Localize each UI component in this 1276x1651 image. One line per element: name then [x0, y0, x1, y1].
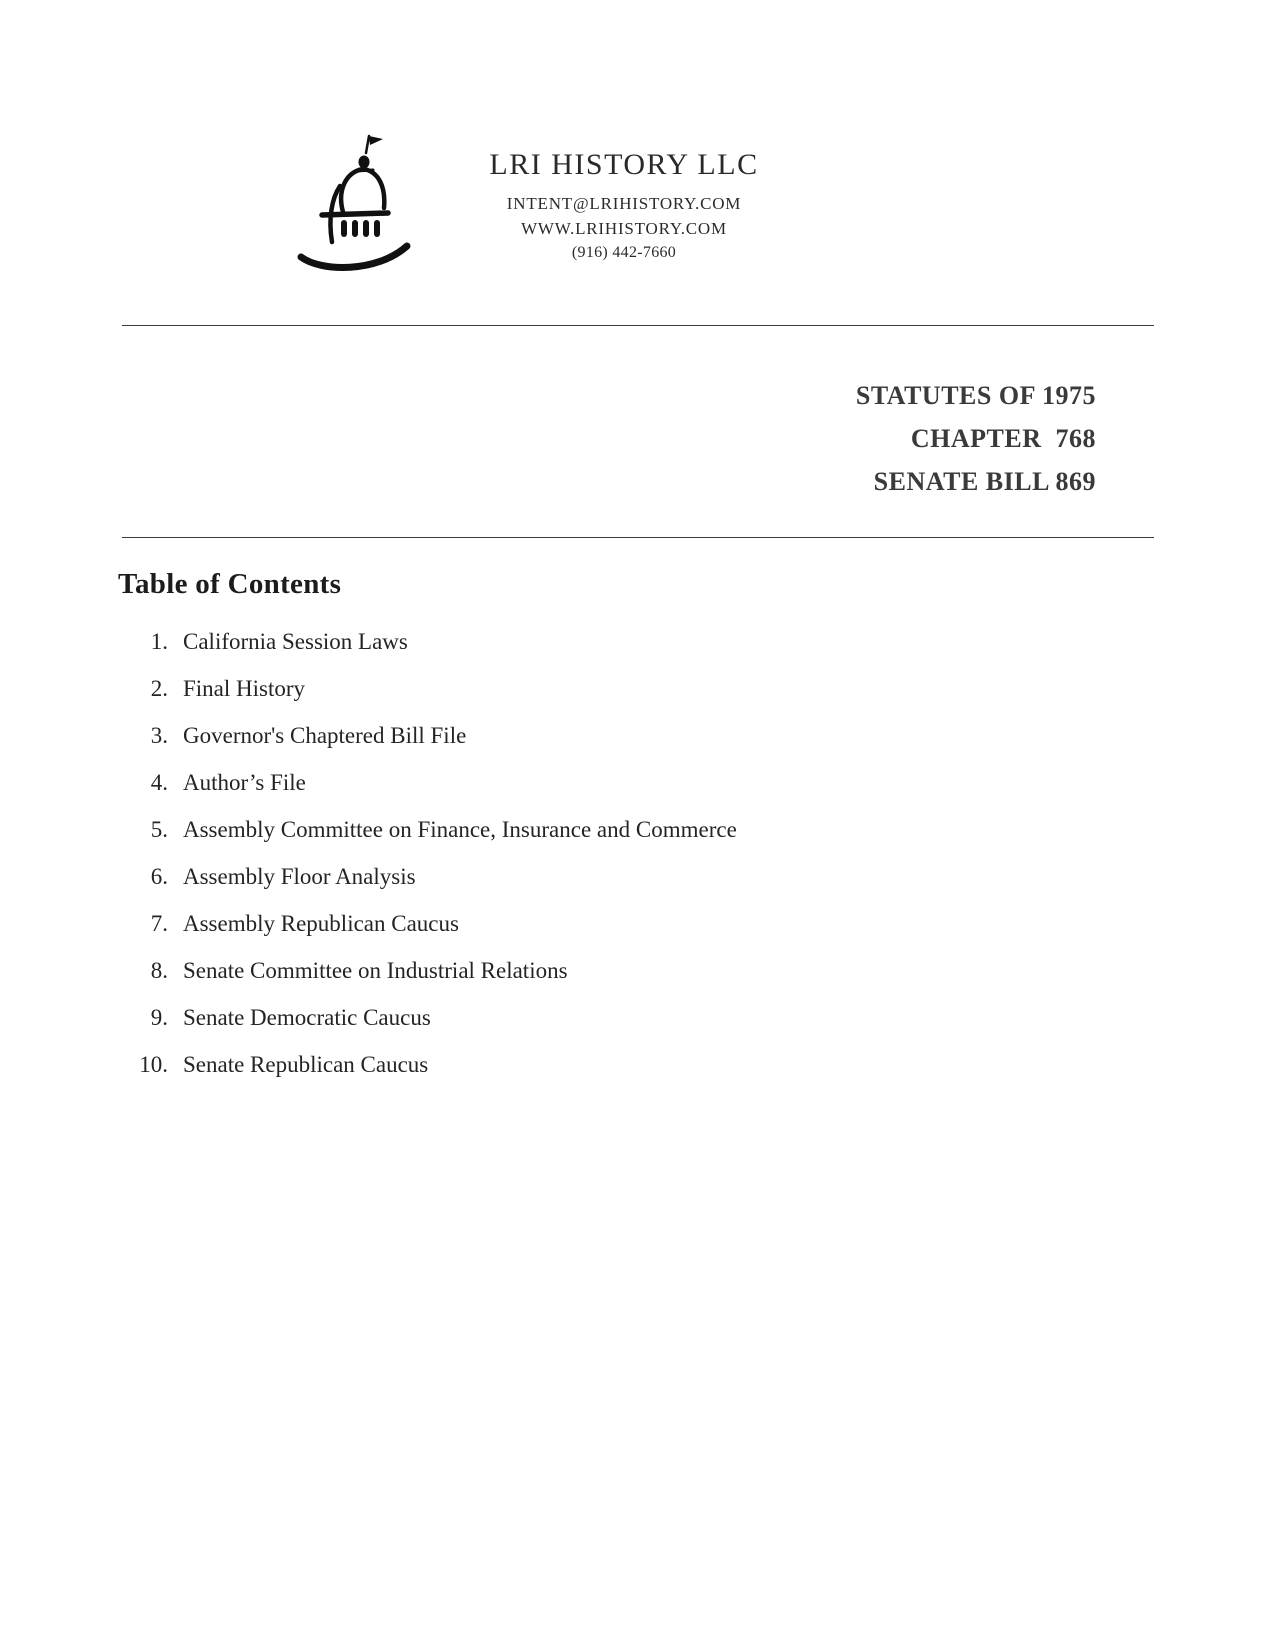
toc-item-label: Assembly Committee on Finance, Insurance and Commerce	[183, 817, 737, 842]
toc-item-number: 10.	[139, 1052, 168, 1077]
company-name: LRI HISTORY LLC	[489, 148, 759, 181]
toc-item-label: Assembly Floor Analysis	[183, 864, 416, 889]
toc-item-label: Final History	[183, 676, 306, 701]
toc-item	[118, 629, 1154, 676]
toc-item	[118, 770, 1154, 817]
toc-item	[118, 1005, 1154, 1052]
toc-item-number: 2.	[150, 676, 168, 701]
toc-item-number: 4.	[150, 770, 168, 795]
toc-item-label: Governor's Chaptered Bill File	[183, 723, 467, 748]
toc-list	[118, 629, 1154, 1099]
toc-item-number: 5.	[150, 817, 168, 842]
toc-item-label: Assembly Republican Caucus	[183, 911, 459, 936]
senate-bill-line: SENATE BILL 869	[873, 467, 1096, 496]
chapter-line: CHAPTER 768	[910, 424, 1096, 453]
toc-item	[118, 1052, 1154, 1099]
website-text: WWW.LRIHISTORY.COM	[521, 219, 727, 238]
toc-item-label: Senate Committee on Industrial Relations	[183, 958, 568, 983]
toc-item	[118, 676, 1154, 723]
capitol-sketch-icon	[293, 126, 433, 281]
toc-item-label: Senate Democratic Caucus	[183, 1005, 431, 1030]
toc-item	[118, 911, 1154, 958]
statutes-of-line: STATUTES OF 1975	[855, 381, 1096, 410]
toc-item	[118, 817, 1154, 864]
toc-item	[118, 864, 1154, 911]
email-text: INTENT@LRIHISTORY.COM	[506, 194, 742, 213]
toc-item-number: 8.	[150, 958, 168, 983]
toc-heading: Table of Contents	[118, 568, 342, 600]
toc-item-number: 7.	[150, 911, 168, 936]
toc-item-label: California Session Laws	[183, 629, 408, 654]
toc-item-label: Author’s File	[183, 770, 306, 795]
toc-item-number: 6.	[150, 864, 168, 889]
toc-item-label: Senate Republican Caucus	[183, 1052, 429, 1077]
statute-title-block	[122, 374, 1154, 503]
toc-item-number: 1.	[150, 629, 168, 654]
divider-top	[122, 325, 1154, 326]
letterhead	[0, 0, 1276, 281]
phone-text: (916) 442-7660	[571, 244, 677, 261]
toc-item-number: 9.	[150, 1005, 168, 1030]
toc-item	[118, 723, 1154, 770]
toc-item	[118, 958, 1154, 1005]
divider-bottom	[122, 537, 1154, 538]
toc-item-number: 3.	[150, 723, 168, 748]
letterhead-text	[469, 148, 779, 267]
table-of-contents	[118, 568, 1154, 1099]
